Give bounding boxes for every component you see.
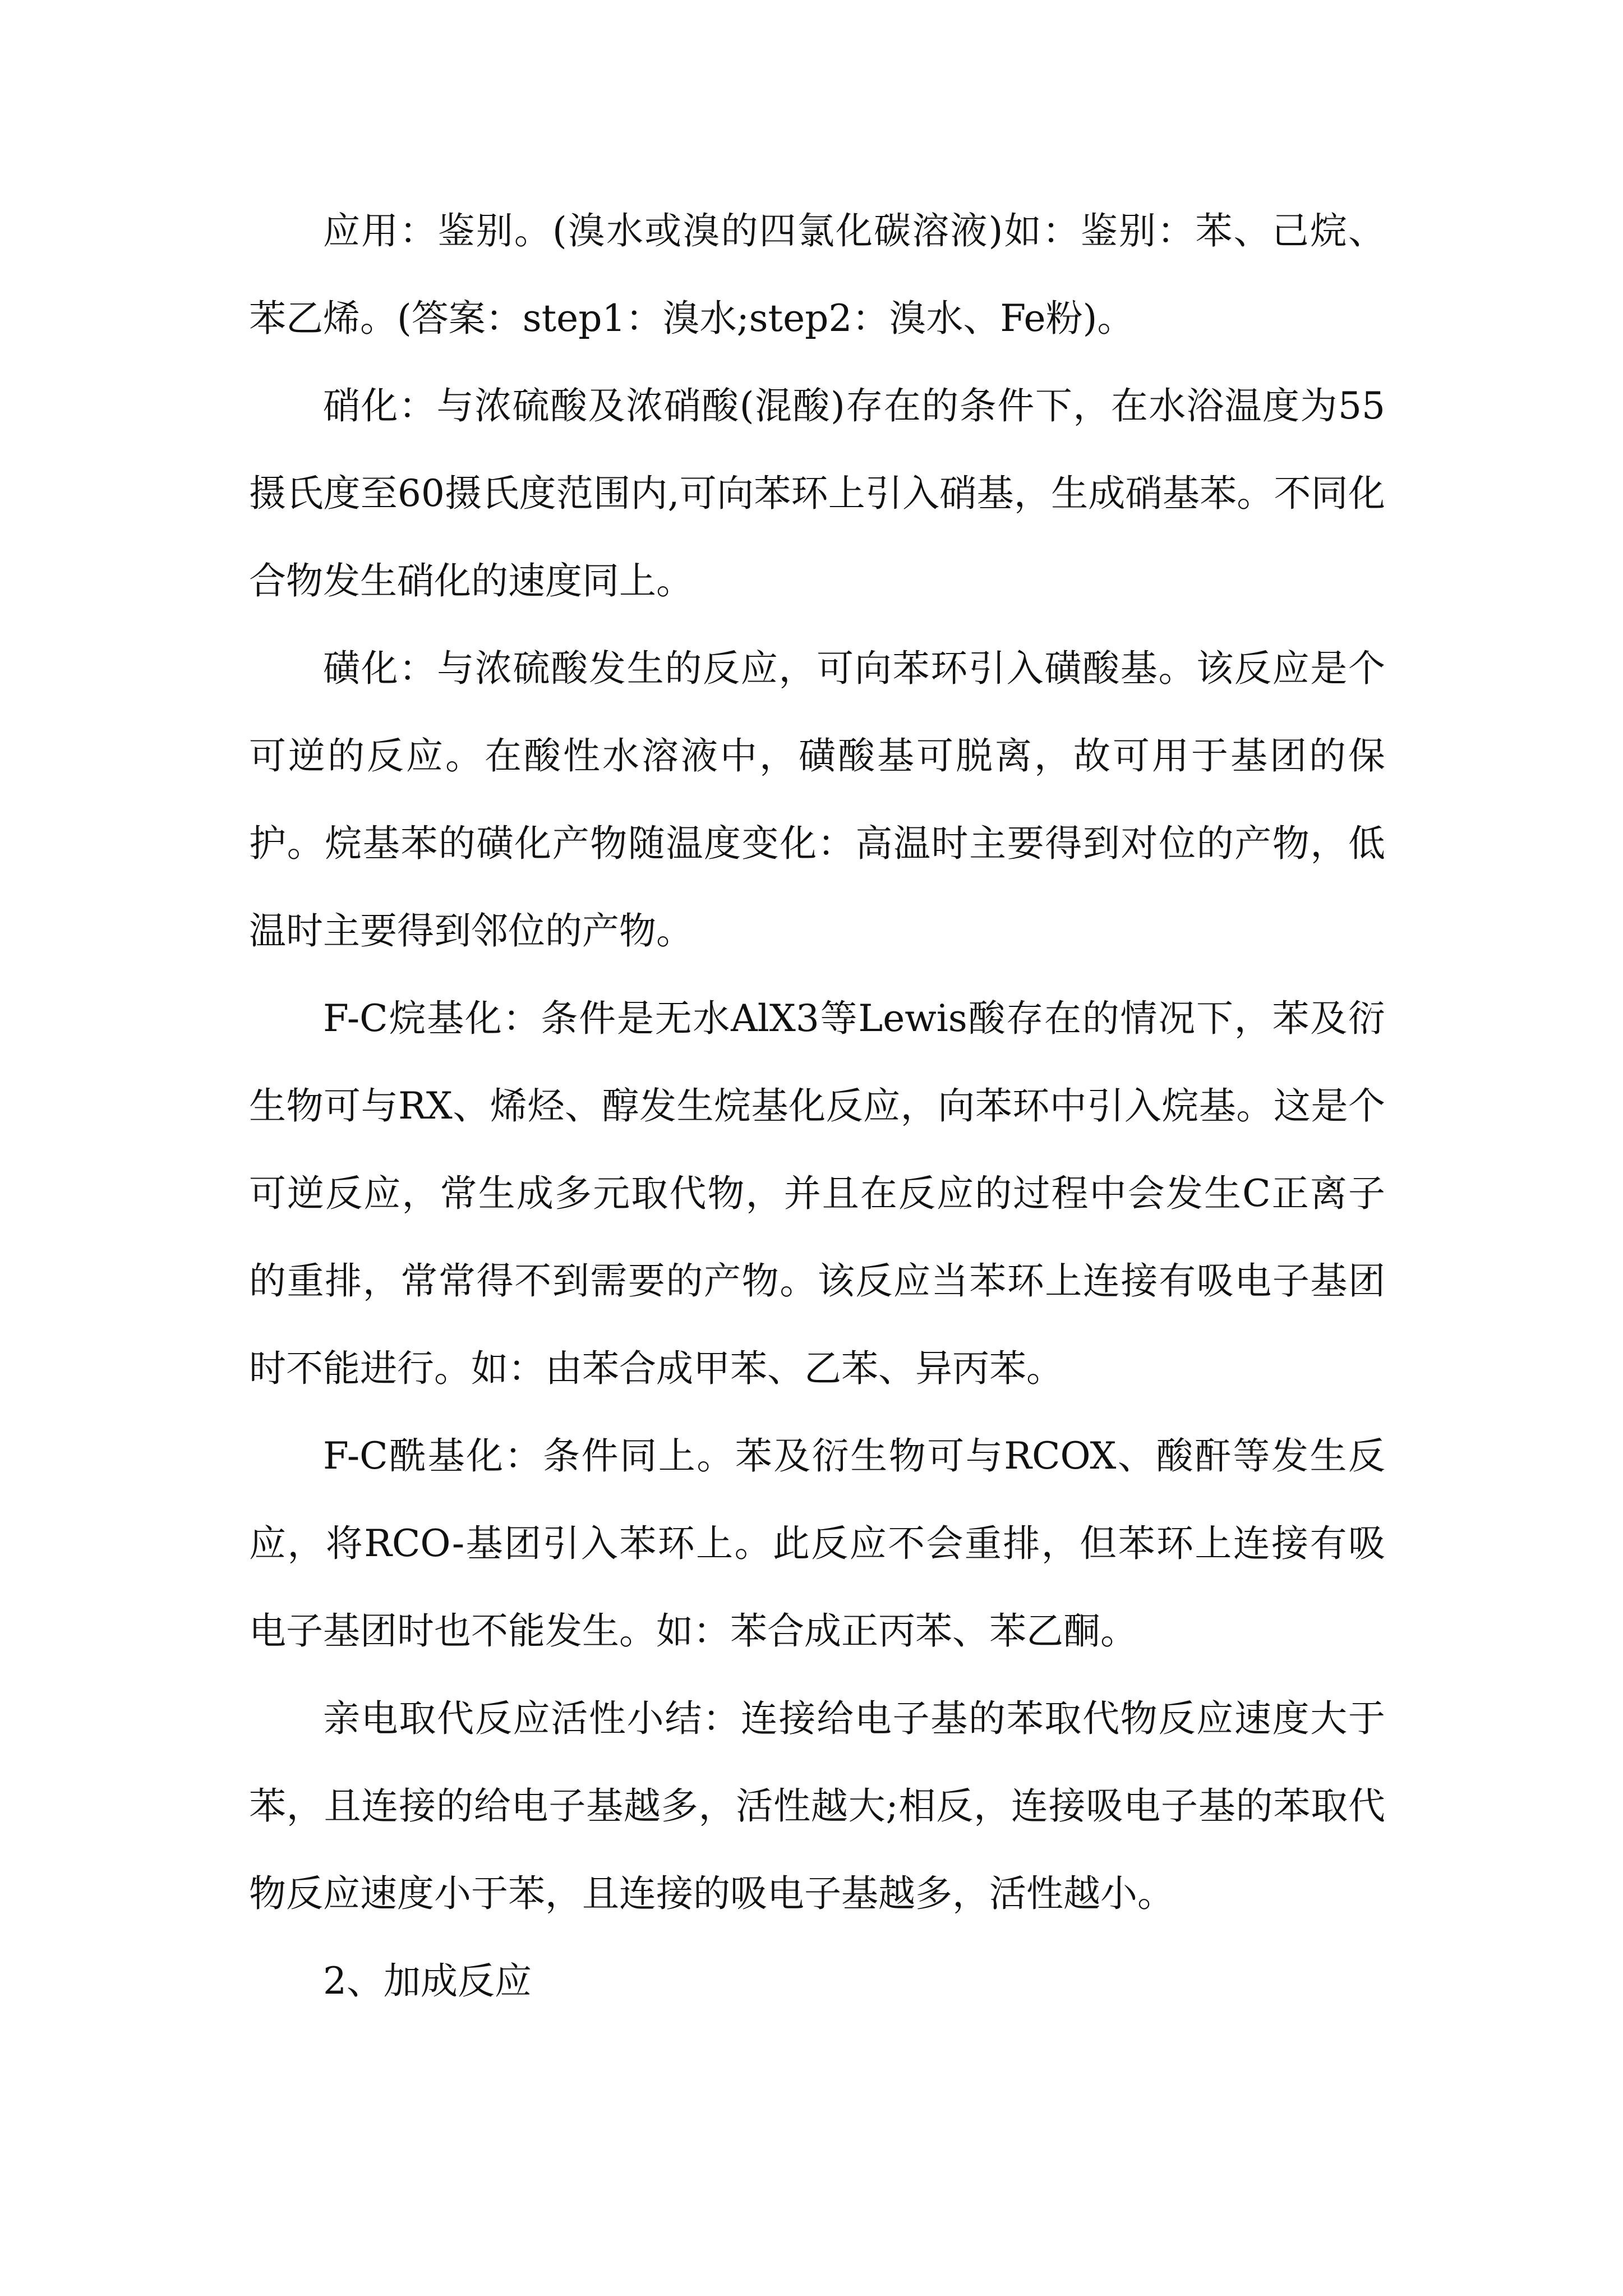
paragraph-fc-acylation: F-C酰基化：条件同上。苯及衍生物可与RCOX、酸酐等发生反应，将RCO-基团引入苯环上。此反应不会重排，但苯环上连接有吸电子基团时也不能发生。如：苯合成正丙苯、苯乙酮。 (249, 1434, 1385, 1653)
paragraph-nitration: 硝化：与浓硫酸及浓硝酸(混酸)存在的条件下，在水浴温度为55摄氏度至60摄氏度范围内,可向苯环上引入硝基，生成硝基苯。不同化合物发生硝化的速度同上。 (249, 384, 1385, 602)
paragraph-sulfonation: 磺化：与浓硫酸发生的反应，可向苯环引入磺酸基。该反应是个可逆的反应。在酸性水溶液中，磺酸基可脱离，故可用于基团的保护。烷基苯的磺化产物随温度变化：高温时主要得到对位的产物，低温时主要得到邻位的产物。 (249, 647, 1385, 953)
document-body (249, 187, 1385, 2025)
section-heading-addition-reaction: 2、加成反应 (323, 1959, 532, 2003)
paragraph-fc-alkylation: F-C烷基化：条件是无水AlX3等Lewis酸存在的情况下，苯及衍生物可与RX、烯烃、醇发生烷基化反应，向苯环中引入烷基。这是个可逆反应，常生成多元取代物，并且在反应的过程中会发生C正离子的重排，常常得不到需要的产物。该反应当苯环上连接有吸电子基团时不能进行。如：由苯合成甲苯、乙苯、异丙苯。 (249, 997, 1385, 1390)
paragraph-bromination-application: 应用：鉴别。(溴水或溴的四氯化碳溶液)如：鉴别：苯、己烷、苯乙烯。(答案：step1：溴水;step2：溴水、Fe粉)。 (249, 209, 1385, 340)
paragraph-reactivity-summary: 亲电取代反应活性小结：连接给电子基的苯取代物反应速度大于苯，且连接的给电子基越多，活性越大;相反，连接吸电子基的苯取代物反应速度小于苯，且连接的吸电子基越多，活性越小。 (249, 1697, 1385, 1915)
